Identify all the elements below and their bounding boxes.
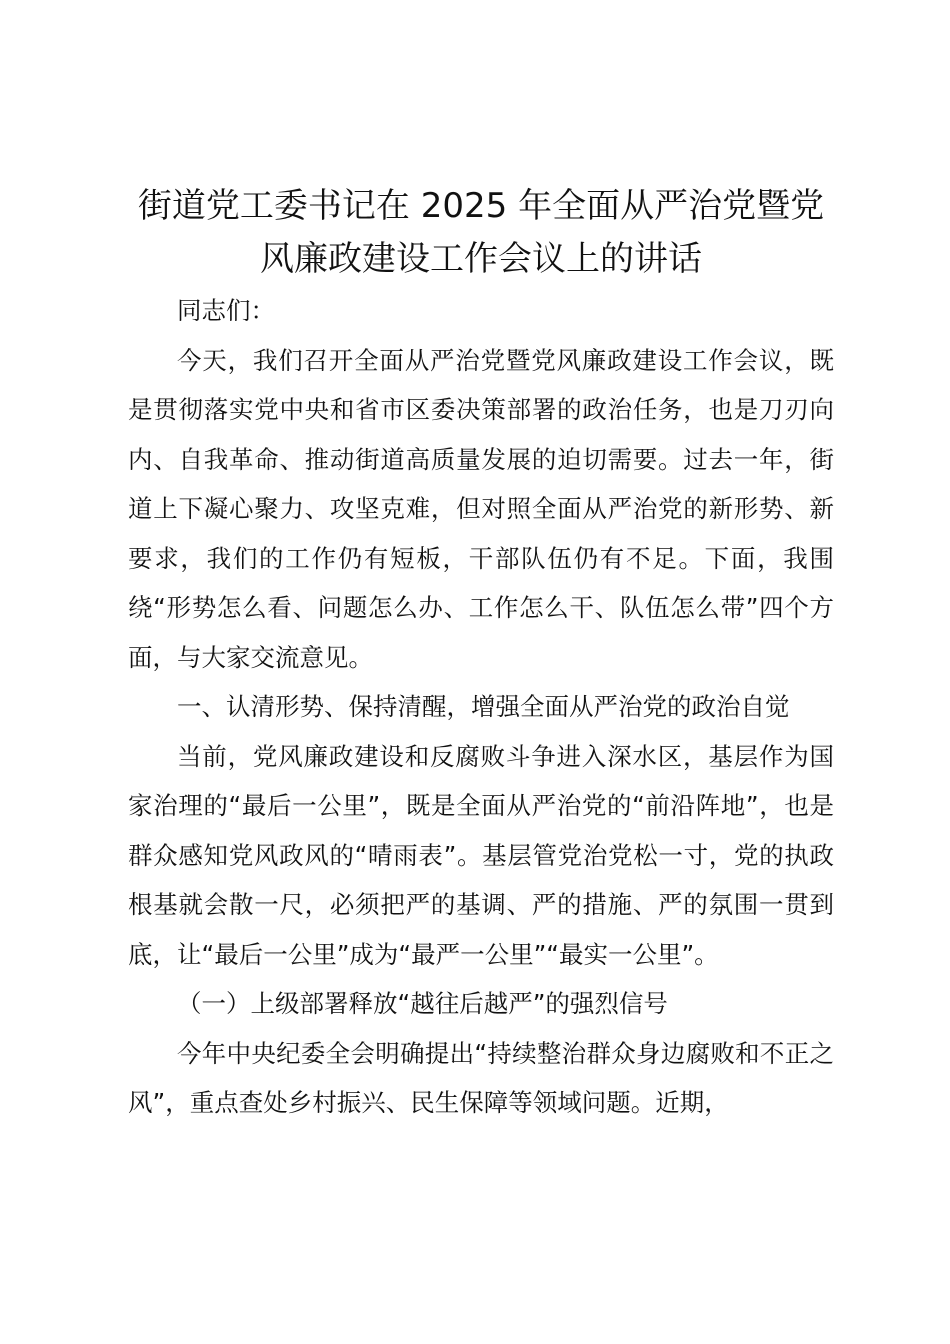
- title-line-2: 风廉政建设工作会议上的讲话: [260, 239, 702, 279]
- paragraph-deployment: 今年中央纪委全会明确提出“持续整治群众身边腐败和不正之风”，重点查处乡村振兴、民生保障等领域问题。近期，: [128, 1038, 834, 1117]
- document-body: [128, 180, 834, 1128]
- subsection-heading-1: （一）上级部署释放“越往后越严”的强烈信号: [177, 989, 668, 1018]
- document-title: [128, 180, 834, 286]
- title-line-1: 街道党工委书记在 2025 年全面从严治党暨党: [137, 186, 825, 226]
- section-heading-1: 一、认清形势、保持清醒，增强全面从严治党的政治自觉: [177, 692, 790, 721]
- paragraph-opening: 今天，我们召开全面从严治党暨党风廉政建设工作会议，既是贯彻落实党中央和省市区委决策部署的政治任务，也是刀刃向内、自我革命、推动街道高质量发展的迫切需要。过去一年，街道上下凝心聚力、攻坚克难，但对照全面从严治党的新形势、新要求，我们的工作仍有短板，干部队伍仍有不足。下面，我围绕“形势怎么看、问题怎么办、工作怎么干、队伍怎么带”四个方面，与大家交流意见。: [128, 345, 834, 672]
- paragraph-situation: 当前，党风廉政建设和反腐败斗争进入深水区，基层作为国家治理的“最后一公里”，既是全面从严治党的“前沿阵地”，也是群众感知党风政风的“晴雨表”。基层管党治党松一寸，党的执政根基就会散一尺，必须把严的基调、严的措施、严的氛围一贯到底，让“最后一公里”成为“最严一公里”“最实一公里”。: [128, 741, 834, 969]
- salutation: 同志们：: [177, 296, 275, 325]
